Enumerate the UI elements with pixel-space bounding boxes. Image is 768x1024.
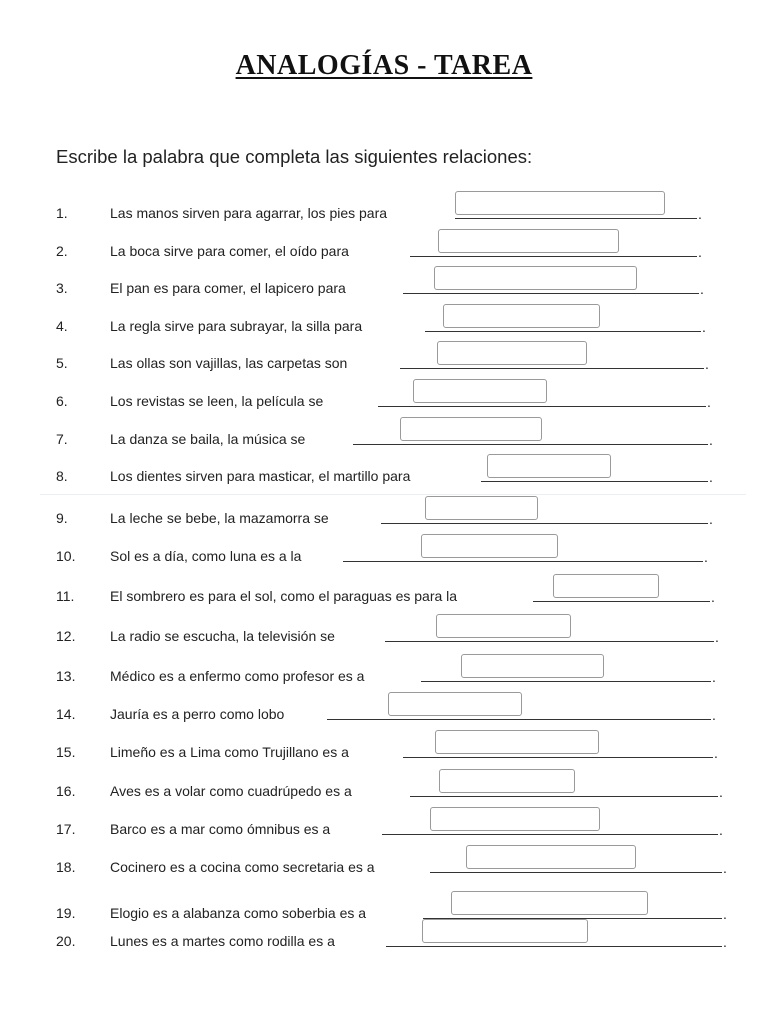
- analogy-item: [0, 580, 768, 610]
- end-period: .: [709, 469, 713, 485]
- item-prompt: Cocinero es a cocina como secretaria es a: [110, 859, 375, 875]
- answer-input[interactable]: [430, 807, 600, 831]
- answer-underline: [533, 601, 710, 602]
- item-number: 3.: [56, 280, 68, 296]
- answer-input[interactable]: [466, 845, 636, 869]
- item-number: 15.: [56, 744, 76, 760]
- answer-input[interactable]: [436, 614, 571, 638]
- item-number: 12.: [56, 628, 76, 644]
- instructions: Escribe la palabra que completa las siguientes relaciones:: [56, 146, 533, 167]
- end-period: .: [709, 432, 713, 448]
- item-number: 20.: [56, 933, 76, 949]
- item-prompt: El sombrero es para el sol, como el paraguas es para la: [110, 588, 458, 604]
- item-prompt: Médico es a enfermo como profesor es a: [110, 668, 365, 684]
- answer-input[interactable]: [413, 379, 547, 403]
- answer-input[interactable]: [434, 266, 637, 290]
- item-prompt: Los revistas se leen, la película se: [110, 393, 324, 409]
- item-prompt: El pan es para comer, el lapicero para: [110, 280, 346, 296]
- answer-input[interactable]: [443, 304, 600, 328]
- analogy-item: [0, 851, 768, 881]
- analogy-item: [0, 660, 768, 690]
- analogy-item: [0, 460, 768, 490]
- item-number: 9.: [56, 510, 68, 526]
- answer-input[interactable]: [451, 891, 648, 915]
- item-prompt: La danza se baila, la música se: [110, 431, 306, 447]
- analogy-item: [0, 897, 768, 927]
- item-prompt: La regla sirve para subrayar, la silla para: [110, 318, 363, 334]
- end-period: .: [723, 860, 727, 876]
- answer-underline: [400, 368, 704, 369]
- analogy-item: [0, 698, 768, 728]
- analogy-item: [0, 423, 768, 453]
- item-number: 16.: [56, 783, 76, 799]
- item-number: 18.: [56, 859, 76, 875]
- analogy-item: [0, 813, 768, 843]
- analogy-item: [0, 620, 768, 650]
- end-period: .: [698, 244, 702, 260]
- answer-input[interactable]: [400, 417, 542, 441]
- answer-input[interactable]: [439, 769, 575, 793]
- answer-underline: [378, 406, 706, 407]
- item-number: 1.: [56, 205, 68, 221]
- end-period: .: [715, 629, 719, 645]
- item-number: 7.: [56, 431, 68, 447]
- item-prompt: Elogio es a alabanza como soberbia es a: [110, 905, 367, 921]
- answer-underline: [425, 331, 701, 332]
- item-number: 8.: [56, 468, 68, 484]
- answer-input[interactable]: [425, 496, 538, 520]
- answer-input[interactable]: [388, 692, 522, 716]
- item-number: 10.: [56, 548, 76, 564]
- end-period: .: [712, 669, 716, 685]
- end-period: .: [723, 934, 727, 950]
- item-prompt: Limeño es a Lima como Trujillano es a: [110, 744, 349, 760]
- analogy-item: [0, 197, 768, 227]
- analogy-item: [0, 235, 768, 265]
- answer-underline: [481, 481, 708, 482]
- answer-underline: [455, 218, 697, 219]
- analogy-item: [0, 272, 768, 302]
- end-period: .: [700, 281, 704, 297]
- item-prompt: Barco es a mar como ómnibus es a: [110, 821, 331, 837]
- answer-input[interactable]: [435, 730, 599, 754]
- answer-underline: [381, 523, 708, 524]
- answer-underline: [386, 946, 722, 947]
- item-number: 11.: [56, 588, 75, 604]
- analogy-item: [0, 925, 768, 955]
- item-number: 14.: [56, 706, 76, 722]
- item-prompt: Las manos sirven para agarrar, los pies para: [110, 205, 388, 221]
- item-prompt: La boca sirve para comer, el oído para: [110, 243, 349, 259]
- end-period: .: [707, 394, 711, 410]
- answer-underline: [382, 834, 718, 835]
- item-prompt: La radio se escucha, la televisión se: [110, 628, 335, 644]
- analogy-item: [0, 347, 768, 377]
- answer-underline: [421, 681, 711, 682]
- answer-underline: [403, 757, 713, 758]
- answer-input[interactable]: [553, 574, 659, 598]
- item-number: 13.: [56, 668, 76, 684]
- answer-input[interactable]: [437, 341, 587, 365]
- answer-input[interactable]: [487, 454, 611, 478]
- answer-underline: [327, 719, 711, 720]
- item-prompt: Las ollas son vajillas, las carpetas son: [110, 355, 348, 371]
- item-number: 2.: [56, 243, 68, 259]
- answer-underline: [403, 293, 699, 294]
- end-period: .: [705, 356, 709, 372]
- end-period: .: [714, 745, 718, 761]
- item-prompt: Lunes es a martes como rodilla es a: [110, 933, 335, 949]
- item-number: 6.: [56, 393, 68, 409]
- item-prompt: Los dientes sirven para masticar, el martillo para: [110, 468, 411, 484]
- analogy-item: [0, 736, 768, 766]
- end-period: .: [698, 206, 702, 222]
- item-number: 4.: [56, 318, 68, 334]
- analogy-item: [0, 502, 768, 532]
- item-prompt: Aves es a volar como cuadrúpedo es a: [110, 783, 352, 799]
- analogy-item: [0, 310, 768, 340]
- item-prompt: Jauría es a perro como lobo: [110, 706, 285, 722]
- end-period: .: [723, 906, 727, 922]
- answer-input[interactable]: [455, 191, 665, 215]
- page-divider: [40, 494, 746, 495]
- item-number: 19.: [56, 905, 76, 921]
- end-period: .: [712, 707, 716, 723]
- answer-underline: [353, 444, 708, 445]
- end-period: .: [704, 549, 708, 565]
- item-prompt: Sol es a día, como luna es a la: [110, 548, 302, 564]
- answer-underline: [385, 641, 714, 642]
- answer-input[interactable]: [461, 654, 604, 678]
- answer-input[interactable]: [438, 229, 619, 253]
- answer-underline: [410, 796, 718, 797]
- end-period: .: [702, 319, 706, 335]
- item-number: 17.: [56, 821, 76, 837]
- answer-input[interactable]: [421, 534, 558, 558]
- analogy-item: [0, 775, 768, 805]
- answer-underline: [430, 872, 722, 873]
- item-number: 5.: [56, 355, 68, 371]
- end-period: .: [719, 822, 723, 838]
- answer-underline: [343, 561, 703, 562]
- end-period: .: [709, 511, 713, 527]
- worksheet-title: ANALOGÍAS - TAREA: [235, 50, 533, 81]
- end-period: .: [711, 589, 715, 605]
- answer-underline: [410, 256, 697, 257]
- end-period: .: [719, 784, 723, 800]
- answer-input[interactable]: [422, 919, 588, 943]
- analogy-item: [0, 385, 768, 415]
- analogy-item: [0, 540, 768, 570]
- item-prompt: La leche se bebe, la mazamorra se: [110, 510, 329, 526]
